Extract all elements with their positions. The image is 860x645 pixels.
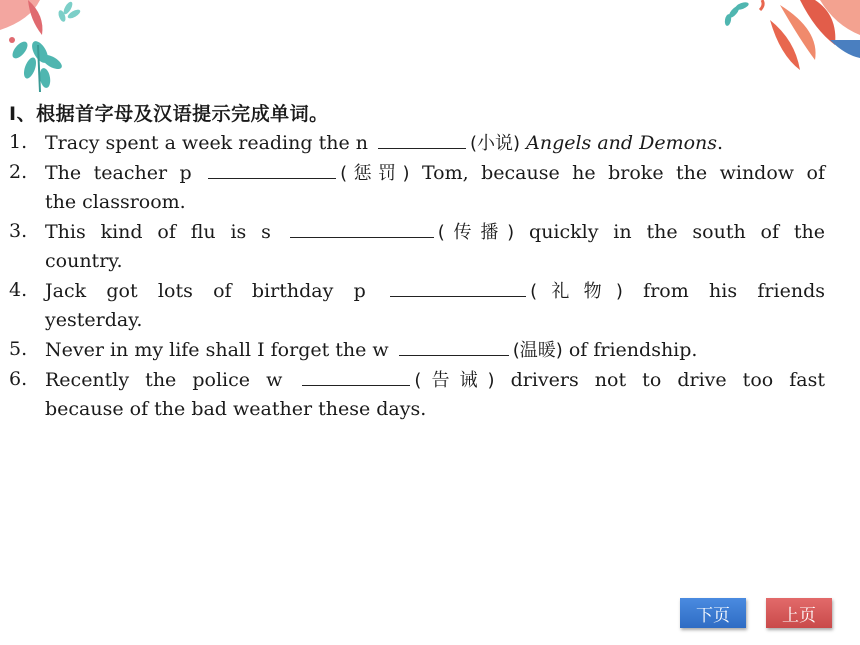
question-number: 1. [9, 131, 28, 153]
next-page-button[interactable]: 下页 [680, 598, 746, 628]
question-text: country. [45, 250, 123, 272]
question-text: Jack got lots of birthday p [45, 280, 366, 302]
question-text: Never in my life shall I forget the w [45, 339, 389, 361]
question-6 [9, 365, 825, 424]
question-text: because of the bad weather these days. [45, 398, 427, 420]
hint-text: (惩罚) [340, 163, 410, 184]
question-number: 6. [9, 368, 28, 390]
answer-blank[interactable] [390, 276, 526, 297]
question-4 [9, 276, 825, 335]
question-number: 2. [9, 161, 28, 183]
hint-text: (告诫) [414, 370, 495, 391]
hint-text: (温暖) [512, 340, 563, 361]
answer-blank[interactable] [290, 217, 434, 238]
question-text: Tracy spent a week reading the n [45, 132, 368, 154]
question-number: 3. [9, 220, 28, 242]
section-heading: Ⅰ、根据首字母及汉语提示完成单词。 [9, 103, 329, 125]
hint-text: (小说) [470, 133, 521, 154]
question-text: The teacher p [45, 162, 192, 184]
hint-text: (传播) [437, 222, 515, 243]
question-text: the classroom. [45, 191, 186, 213]
answer-blank[interactable] [399, 335, 509, 356]
question-text: Tom, because he broke the window of [421, 162, 825, 184]
question-text: . [717, 132, 724, 154]
question-text: This kind of flu is s [45, 221, 271, 243]
question-text: of friendship. [568, 339, 698, 361]
question-text: yesterday. [45, 309, 143, 331]
question-text: Recently the police w [45, 369, 283, 391]
question-text: drivers not to drive too fast [510, 369, 826, 391]
book-title: Angels and Demons [526, 132, 718, 154]
question-number: 5. [9, 338, 28, 360]
question-text: from his friends [643, 280, 825, 302]
prev-page-button[interactable]: 上页 [766, 598, 832, 628]
answer-blank[interactable] [208, 158, 336, 179]
question-number: 4. [9, 279, 28, 301]
question-5 [9, 335, 825, 365]
question-list [9, 128, 825, 424]
question-1 [9, 128, 825, 158]
leaf-decoration-icon [0, 0, 110, 95]
answer-blank[interactable] [302, 365, 410, 386]
hint-text: (礼物) [530, 281, 623, 302]
question-3 [9, 217, 825, 276]
answer-blank[interactable] [378, 128, 466, 149]
question-text: quickly in the south of the [529, 221, 825, 243]
question-2 [9, 158, 825, 217]
flower-decoration-icon [720, 0, 860, 75]
